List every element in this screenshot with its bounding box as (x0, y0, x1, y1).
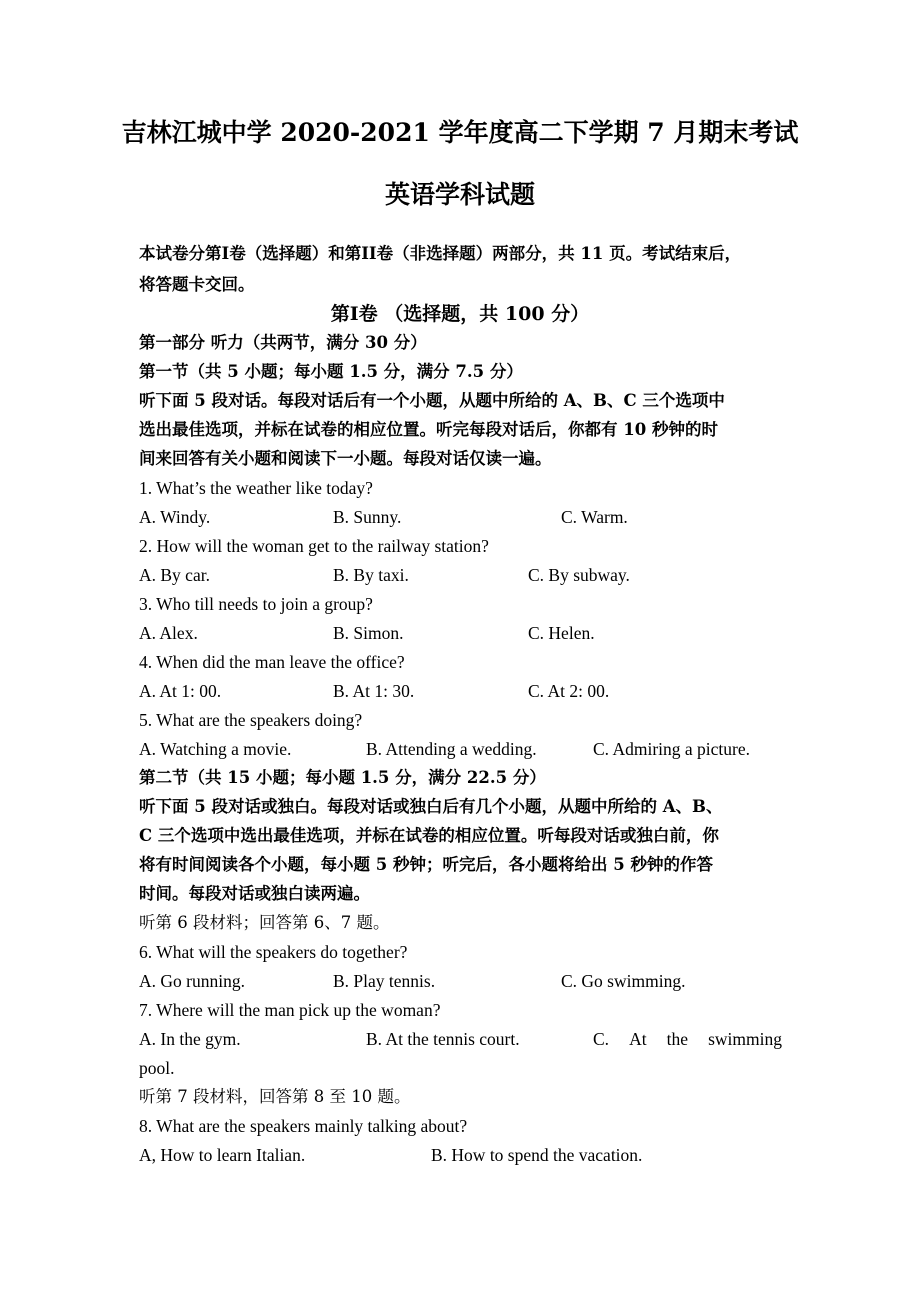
material-6-note: 听第 6 段材料；回答第 6、7 题。 (139, 913, 390, 932)
question-7-option-c-word-1: C. (593, 1029, 610, 1049)
section2-instruction-2: C 三个选项中选出最佳选项，并标在试卷的相应位置。听每段对话或独白前，你 (139, 826, 719, 845)
section2-heading: 第二节（共 15 小题；每小题 1.5 分，满分 22.5 分） (139, 768, 546, 787)
question-7-option-c (593, 1027, 782, 1051)
question-7-option-c-word-2: At (629, 1029, 647, 1049)
intro-line-2: 将答题卡交回。 (139, 275, 255, 294)
question-2-stem: 2. How will the woman get to the railway station? (139, 536, 489, 556)
section1-heading: 第一节（共 5 小题；每小题 1.5 分，满分 7.5 分） (139, 362, 523, 381)
volume1-heading: 第I卷 （选择题，共 100 分） (330, 303, 590, 325)
question-6-option-a: A. Go running. (139, 971, 245, 991)
question-8-stem: 8. What are the speakers mainly talking about? (139, 1116, 468, 1136)
question-7-option-a: A. In the gym. (139, 1029, 241, 1049)
question-3-option-c: C. Helen. (528, 623, 595, 643)
question-5-stem: 5. What are the speakers doing? (139, 710, 363, 730)
section2-instruction-1: 听下面 5 段对话或独白。每段对话或独白后有几个小题，从题中所给的 A、B、 (139, 797, 723, 816)
question-2-option-b: B. By taxi. (333, 565, 409, 585)
question-8-option-b: B. How to spend the vacation. (431, 1145, 643, 1165)
question-5-option-b: B. Attending a wedding. (366, 739, 537, 759)
question-4-option-a: A. At 1: 00. (139, 681, 222, 701)
section1-instruction-3: 间来回答有关小题和阅读下一小题。每段对话仅读一遍。 (139, 449, 552, 468)
intro-line-1: 本试卷分第I卷（选择题）和第II卷（非选择题）两部分，共 11 页。考试结束后， (139, 244, 742, 263)
question-2-option-c: C. By subway. (528, 565, 630, 585)
question-3-stem: 3. Who till needs to join a group? (139, 594, 373, 614)
question-5-option-a: A. Watching a movie. (139, 739, 292, 759)
section1-instruction-1: 听下面 5 段对话。每段对话后有一个小题，从题中所给的 A、B、C 三个选项中 (139, 391, 725, 410)
question-6-stem: 6. What will the speakers do together? (139, 942, 408, 962)
question-8-option-a: A, How to learn Italian. (139, 1145, 306, 1165)
question-1-option-b: B. Sunny. (333, 507, 402, 527)
question-7-option-c-word-4: swimming (708, 1029, 782, 1049)
question-1-option-c: C. Warm. (561, 507, 628, 527)
question-1-stem: 1. What’s the weather like today? (139, 478, 373, 498)
section2-instruction-4: 时间。每段对话或独白读两遍。 (139, 884, 370, 903)
question-7-option-c-continued: pool. (139, 1058, 175, 1078)
question-3-option-b: B. Simon. (333, 623, 404, 643)
exam-title: 吉林江城中学 2020-2021 学年度高二下学期 7 月期末考试 (121, 118, 799, 147)
question-1-option-a: A. Windy. (139, 507, 211, 527)
exam-subtitle: 英语学科试题 (384, 180, 535, 209)
question-3-option-a: A. Alex. (139, 623, 198, 643)
question-2-option-a: A. By car. (139, 565, 210, 585)
question-5-option-c: C. Admiring a picture. (593, 739, 750, 759)
question-7-option-c-word-3: the (666, 1029, 689, 1049)
question-4-option-c: C. At 2: 00. (528, 681, 610, 701)
question-6-option-b: B. Play tennis. (333, 971, 436, 991)
question-7-option-b: B. At the tennis court. (366, 1029, 520, 1049)
question-4-option-b: B. At 1: 30. (333, 681, 415, 701)
question-4-stem: 4. When did the man leave the office? (139, 652, 405, 672)
section1-instruction-2: 选出最佳选项，并标在试卷的相应位置。听完每段对话后，你都有 10 秒钟的时 (139, 420, 718, 439)
material-7-note: 听第 7 段材料，回答第 8 至 10 题。 (139, 1087, 411, 1106)
question-7-stem: 7. Where will the man pick up the woman? (139, 1000, 441, 1020)
part1-heading: 第一部分 听力（共两节，满分 30 分） (139, 333, 427, 352)
question-6-option-c: C. Go swimming. (561, 971, 686, 991)
section2-instruction-3: 将有时间阅读各个小题，每小题 5 秒钟；听完后，各小题将给出 5 秒钟的作答 (139, 855, 713, 874)
